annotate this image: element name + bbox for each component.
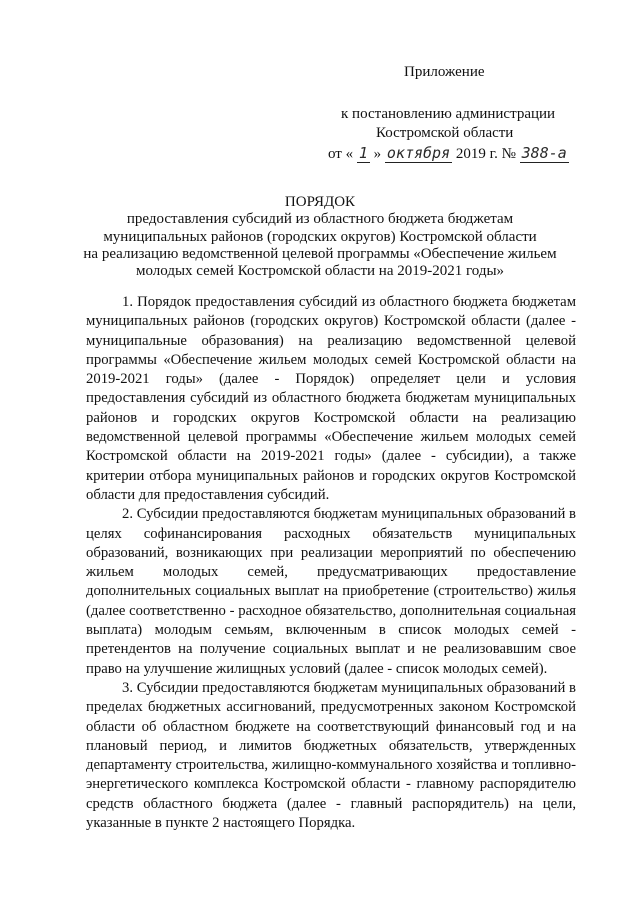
title-line-2: муниципальных районов (городских округов) Костромской области: [103, 229, 537, 245]
paragraph-3: 3. Субсидии предоставляются бюджетам муниципальных образований в пределах бюджетных ассигнований, предусмотренных законом Костромской области об областном бюджете на соответствующий финансовый год и на плановый период, и лимитов бюджетных обязательств, утвержденных департаменту строительства, жилищно-коммунального хозяйства и топливно-энергетического комплекса Костромской области - главному распорядителю средств областного бюджета (далее - главный распорядитель) на цели, указанные в пункте 2 настоящего Порядка.: [86, 679, 576, 832]
document-body: [86, 293, 576, 833]
date-day: 1: [358, 144, 368, 162]
paragraph-2: 2. Субсидии предоставляются бюджетам муниципальных образований в целях софинансирования расходных обязательств муниципальных образований, возникающих при реализации мероприятий по обеспечению жильем молодых семей, предусматривающих предоставление дополнительных социальных выплат на приобретение (строительство) жилья (далее соответственно - расходное обязательство, дополнительная социальная выплата) молодым семьям, включенным в список молодых семей - претендентов на получение социальных выплат и не реализовавшим свое право на улучшение жилищных условий (далее - список молодых семей).: [86, 506, 576, 677]
appendix-label: Приложение: [404, 64, 485, 80]
date-prefix: от «: [328, 146, 354, 162]
date-month: октября: [386, 144, 451, 162]
document-title: ПОРЯДОК: [284, 194, 356, 210]
date-mid: »: [373, 146, 382, 162]
date-year: 2019 г. №: [455, 146, 516, 162]
title-line-1: предоставления субсидий из областного бюджета бюджетам: [126, 211, 514, 227]
appendix-to-decree: к постановлению администрации: [341, 106, 556, 122]
title-line-3: на реализацию ведомственной целевой программы «Обеспечение жильем: [83, 246, 557, 262]
title-line-4: молодых семей Костромской области на 2019-2021 годы»: [135, 263, 505, 279]
date-number: 388-а: [521, 144, 567, 162]
appendix-date-line: [328, 143, 569, 164]
paragraph-1: 1. Порядок предоставления субсидий из областного бюджета бюджетам муниципальных районов (городских округов) Костромской области (далее - муниципальные образования) на реализацию ведомственной целевой программы «Обеспечение жильем молодых семей Костромской области на 2019-2021 годы» (далее - Порядок) определяет цели и условия предоставления субсидий из областного бюджета бюджетам муниципальных районов и городских округов Костромской области на реализацию ведомственной целевой программы «Обеспечение жильем молодых семей Костромской области на 2019-2021 годы» (далее - субсидии), а также критерии отбора муниципальных районов и городских округов Костромской области для предоставления субсидий.: [86, 294, 576, 503]
appendix-region: Костромской области: [376, 125, 514, 141]
